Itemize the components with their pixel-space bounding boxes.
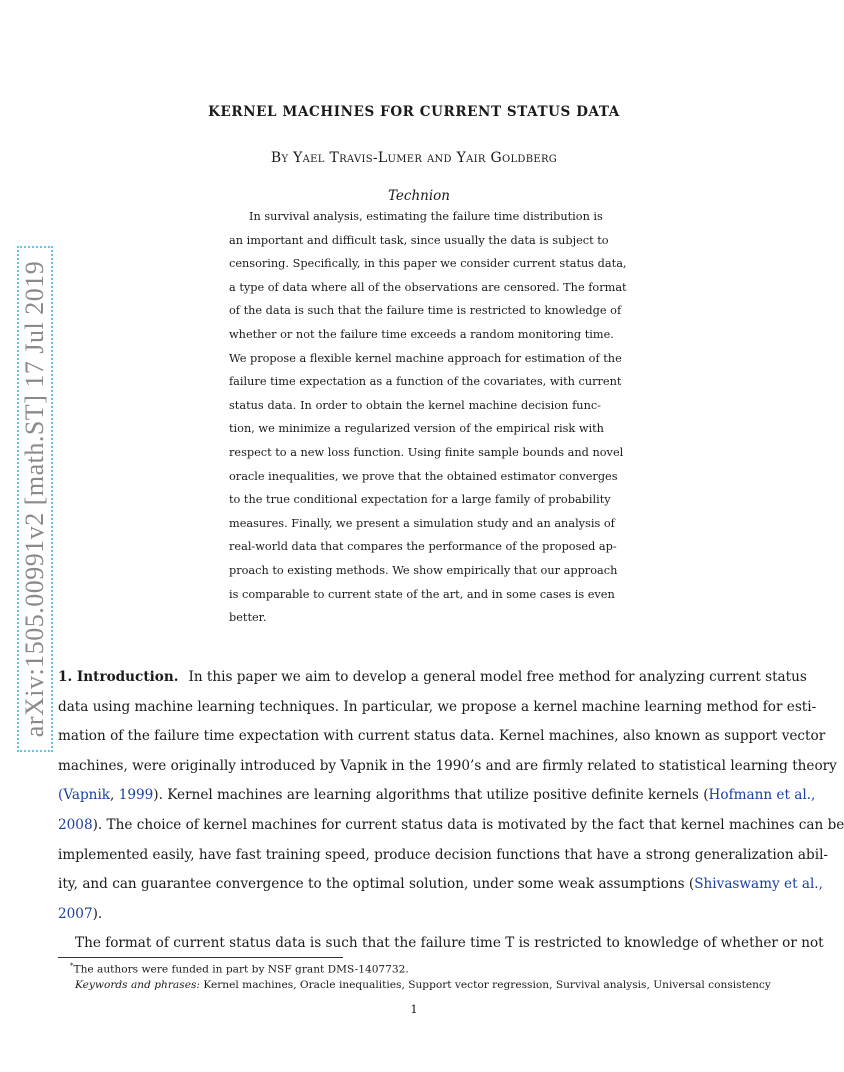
keywords-label: Keywords and phrases: <box>75 979 200 991</box>
body-line <box>58 781 816 811</box>
citation-paren: ( <box>58 787 64 804</box>
body-text: ity, and can guarantee convergence to the optimal solution, under some weak assumptions ( <box>58 876 695 893</box>
keywords <box>75 979 771 991</box>
abstract-line: status data. In order to obtain the kernel machine decision func- <box>229 398 601 412</box>
body-text: ). Kernel machines are learning algorithms that utilize positive definite kernels ( <box>153 787 709 804</box>
citation-link-vapnik-year[interactable]: 1999 <box>118 787 154 804</box>
introduction-section <box>58 663 844 959</box>
page-number: 1 <box>410 1002 418 1016</box>
body-line <box>58 870 823 900</box>
body-text: ). The choice of kernel machines for current status data is motivated by the fact that kernel machines can be <box>92 816 844 833</box>
citation-link-shivaswamy[interactable]: Shivaswamy et al., <box>694 876 823 893</box>
footnote-mark: * <box>70 962 74 970</box>
arxiv-stamp[interactable]: arXiv:1505.00991v2 [math.ST] 17 Jul 2019 <box>17 246 53 752</box>
abstract-line: better. <box>229 611 267 625</box>
abstract-line: of the data is such that the failure time is restricted to knowledge of <box>229 304 622 318</box>
abstract-line: In survival analysis, estimating the failure time distribution is <box>249 210 603 223</box>
abstract-line: is comparable to current state of the art, and in some cases is even <box>229 587 615 601</box>
abstract-line: whether or not the failure time exceeds a random monitoring time. <box>229 327 614 341</box>
abstract-line: censoring. Specifically, in this paper we consider current status data, <box>229 257 627 271</box>
abstract-line: tion, we minimize a regularized version of the empirical risk with <box>229 422 604 436</box>
body-line: data using machine learning techniques. In particular, we propose a kernel machine learning method for esti- <box>58 698 817 715</box>
abstract-line: We propose a flexible kernel machine approach for estimation of the <box>229 351 622 365</box>
footnote-divider <box>58 957 343 958</box>
arxiv-stamp-container <box>16 246 54 752</box>
body-line: implemented easily, have fast training speed, produce decision functions that have a strong generalization abil- <box>58 846 829 863</box>
body-text: In this paper we aim to develop a general model free method for analyzing current status <box>188 669 807 685</box>
funding-footnote <box>70 962 409 976</box>
body-line: The format of current status data is such that the failure time T is restricted to knowledge of whether or not <box>75 935 824 952</box>
citation-link-vapnik[interactable]: Vapnik <box>63 787 111 804</box>
abstract <box>229 205 627 630</box>
citation-link-hofmann-year[interactable]: 2008 <box>58 816 93 833</box>
abstract-line: proach to existing methods. We show empirically that our approach <box>229 563 618 577</box>
paper-title: KERNEL MACHINES FOR CURRENT STATUS DATA <box>208 104 620 120</box>
body-line <box>58 811 844 841</box>
footnote-text: The authors were funded in part by NSF grant DMS-1407732. <box>73 963 409 976</box>
author-affiliation: Technion <box>387 188 451 204</box>
abstract-line: respect to a new loss function. Using finite sample bounds and novel <box>229 445 624 459</box>
body-line: mation of the failure time expectation with current status data. Kernel machines, also known as support vector <box>58 728 826 745</box>
citation-link-hofmann[interactable]: Hofmann et al., <box>708 787 816 804</box>
section-heading: 1. Introduction. <box>58 669 179 685</box>
body-text: ). <box>92 905 103 922</box>
abstract-line: real-world data that compares the performance of the proposed ap- <box>229 540 617 554</box>
abstract-line: failure time expectation as a function of the covariates, with current <box>229 375 622 389</box>
abstract-line: an important and difficult task, since usually the data is subject to <box>229 233 609 247</box>
abstract-line: measures. Finally, we present a simulation study and an analysis of <box>229 516 615 530</box>
abstract-line: oracle inequalities, we prove that the obtained estimator converges <box>229 469 618 483</box>
body-line <box>58 900 771 930</box>
body-line <box>58 663 807 693</box>
paper-authors: By Yael Travis-Lumer and Yair Goldberg <box>270 150 558 166</box>
abstract-line: a type of data where all of the observations are censored. The format <box>229 280 627 294</box>
body-line: machines, were originally introduced by Vapnik in the 1990’s and are firmly related to statistical learning theory <box>58 757 837 774</box>
body-text: , <box>110 787 119 804</box>
keywords-text: Kernel machines, Oracle inequalities, Support vector regression, Survival analysis, Universal consistency <box>203 979 771 991</box>
abstract-line: to the true conditional expectation for a large family of probability <box>229 493 611 507</box>
citation-link-shivaswamy-year[interactable]: 2007 <box>58 905 93 922</box>
